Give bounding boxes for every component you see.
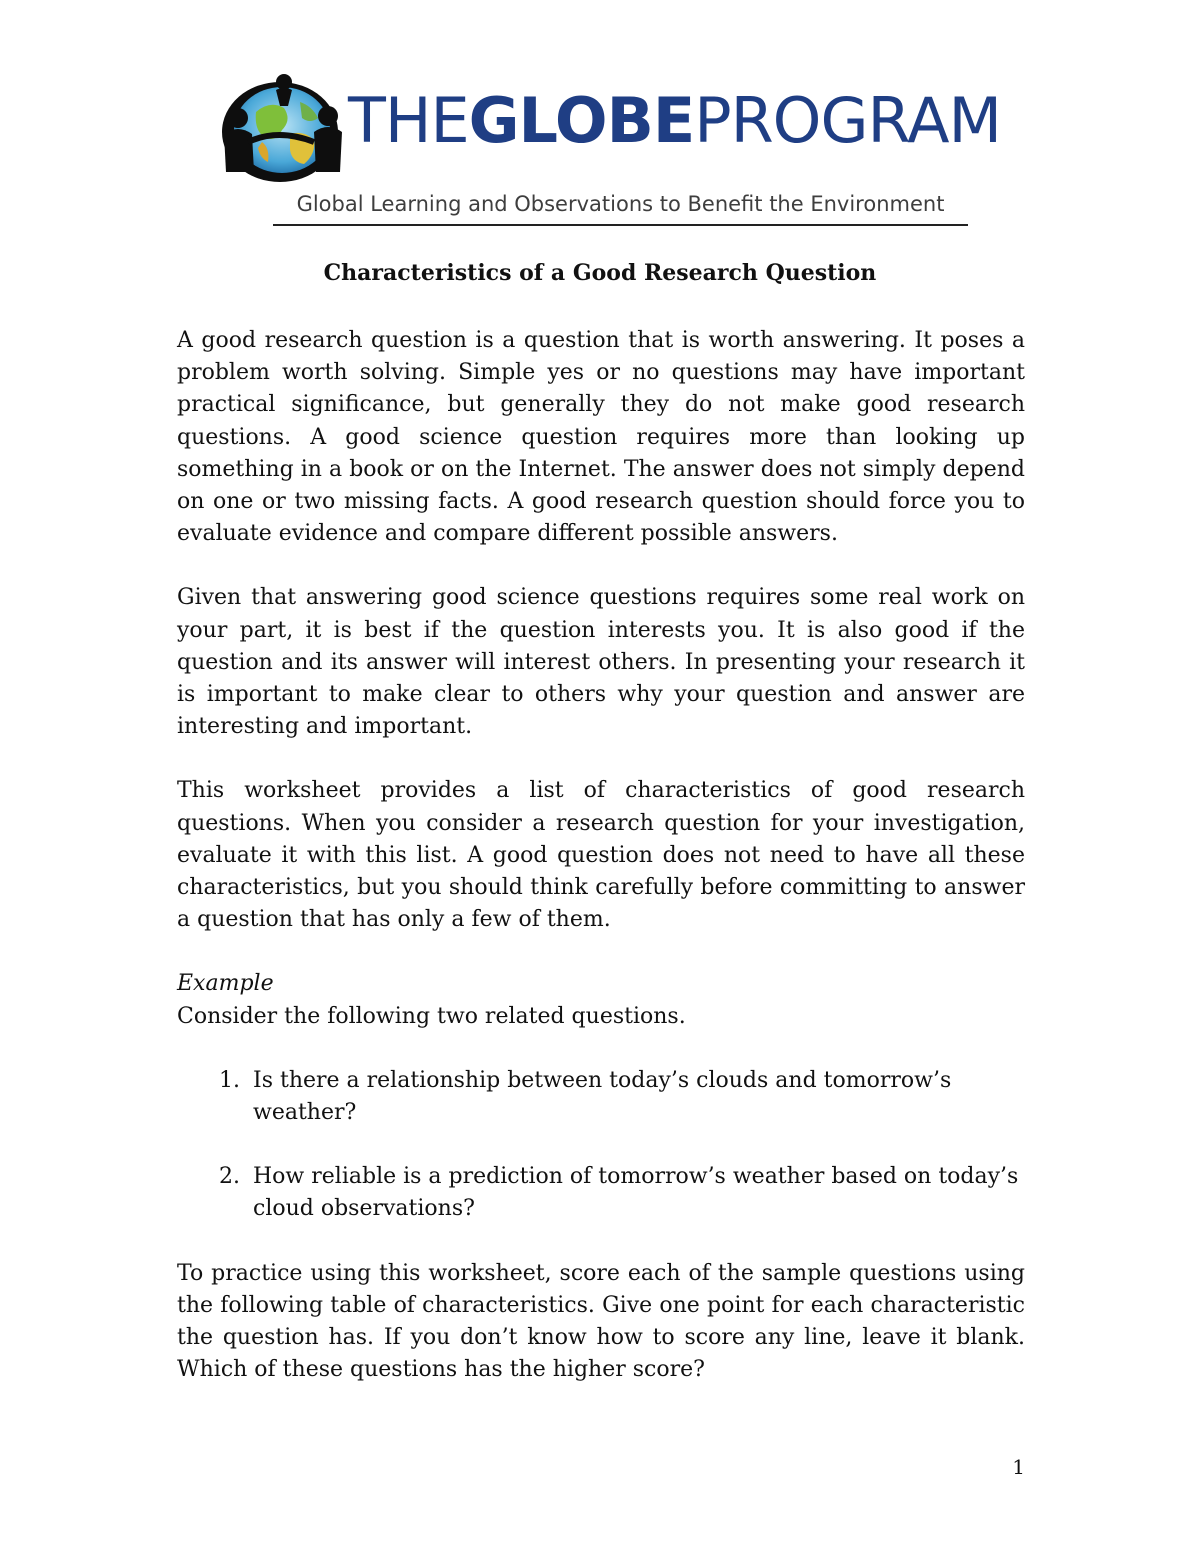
logo-tagline: Global Learning and Observations to Benefit the Environment bbox=[296, 192, 945, 216]
closing-paragraph: To practice using this worksheet, score each of the sample questions using the following table of characteristics. Give one point for each characteristic the question has. If you don’t know how to score any line, leave it blank. Which of these questions has the higher score? bbox=[177, 1260, 1025, 1383]
page-number: 1 bbox=[1012, 1455, 1025, 1479]
list-item: 2. How reliable is a prediction of tomorrow’s weather based on today’s cloud observations? bbox=[247, 1161, 1025, 1225]
worksheet-paragraph: This worksheet provides a list of characteristics of good research questions. When you consider a research question for your investigation, evaluate it with this list. A good question does not need to have all these characteristics, but you should think carefully before committing to answer a question that has only a few of them. bbox=[177, 778, 1025, 933]
motivation-paragraph: Given that answering good science questions requires some real work on your part, it is best if the question interests you. It is also good if the question and its answer will interest others. In presenting your research it is important to make clear to others why your question and answer are interesting and important. bbox=[177, 585, 1025, 740]
globe-program-logo bbox=[218, 66, 1001, 236]
logo-wordmark-globe: GLOBE bbox=[468, 84, 695, 157]
logo-wordmark-the: THE bbox=[348, 84, 469, 157]
example-label: Example bbox=[177, 971, 274, 997]
page-title: Characteristics of a Good Research Question bbox=[323, 260, 877, 286]
example-question-list bbox=[177, 1065, 1025, 1226]
intro-paragraph: A good research question is a question that is worth answering. It poses a problem worth solving. Simple yes or no questions may have important practical significance, but generally they do not make good research questions. A good science question requires more than looking up something in a book or on the Internet. The answer does not simply depend on one or two missing facts. A good research question should force you to evaluate evidence and compare different possible answers. bbox=[177, 328, 1025, 547]
tagline-divider bbox=[273, 224, 968, 226]
logo-wordmark-program: PROGRAM bbox=[694, 84, 1001, 157]
logo-wordmark bbox=[348, 84, 1001, 157]
list-item: 1. Is there a relationship between today’s clouds and tomorrow’s weather? bbox=[247, 1065, 1025, 1129]
example-intro: Consider the following two related questions. bbox=[177, 1003, 686, 1029]
document-body bbox=[177, 325, 1025, 1418]
globe-icon bbox=[218, 72, 348, 184]
